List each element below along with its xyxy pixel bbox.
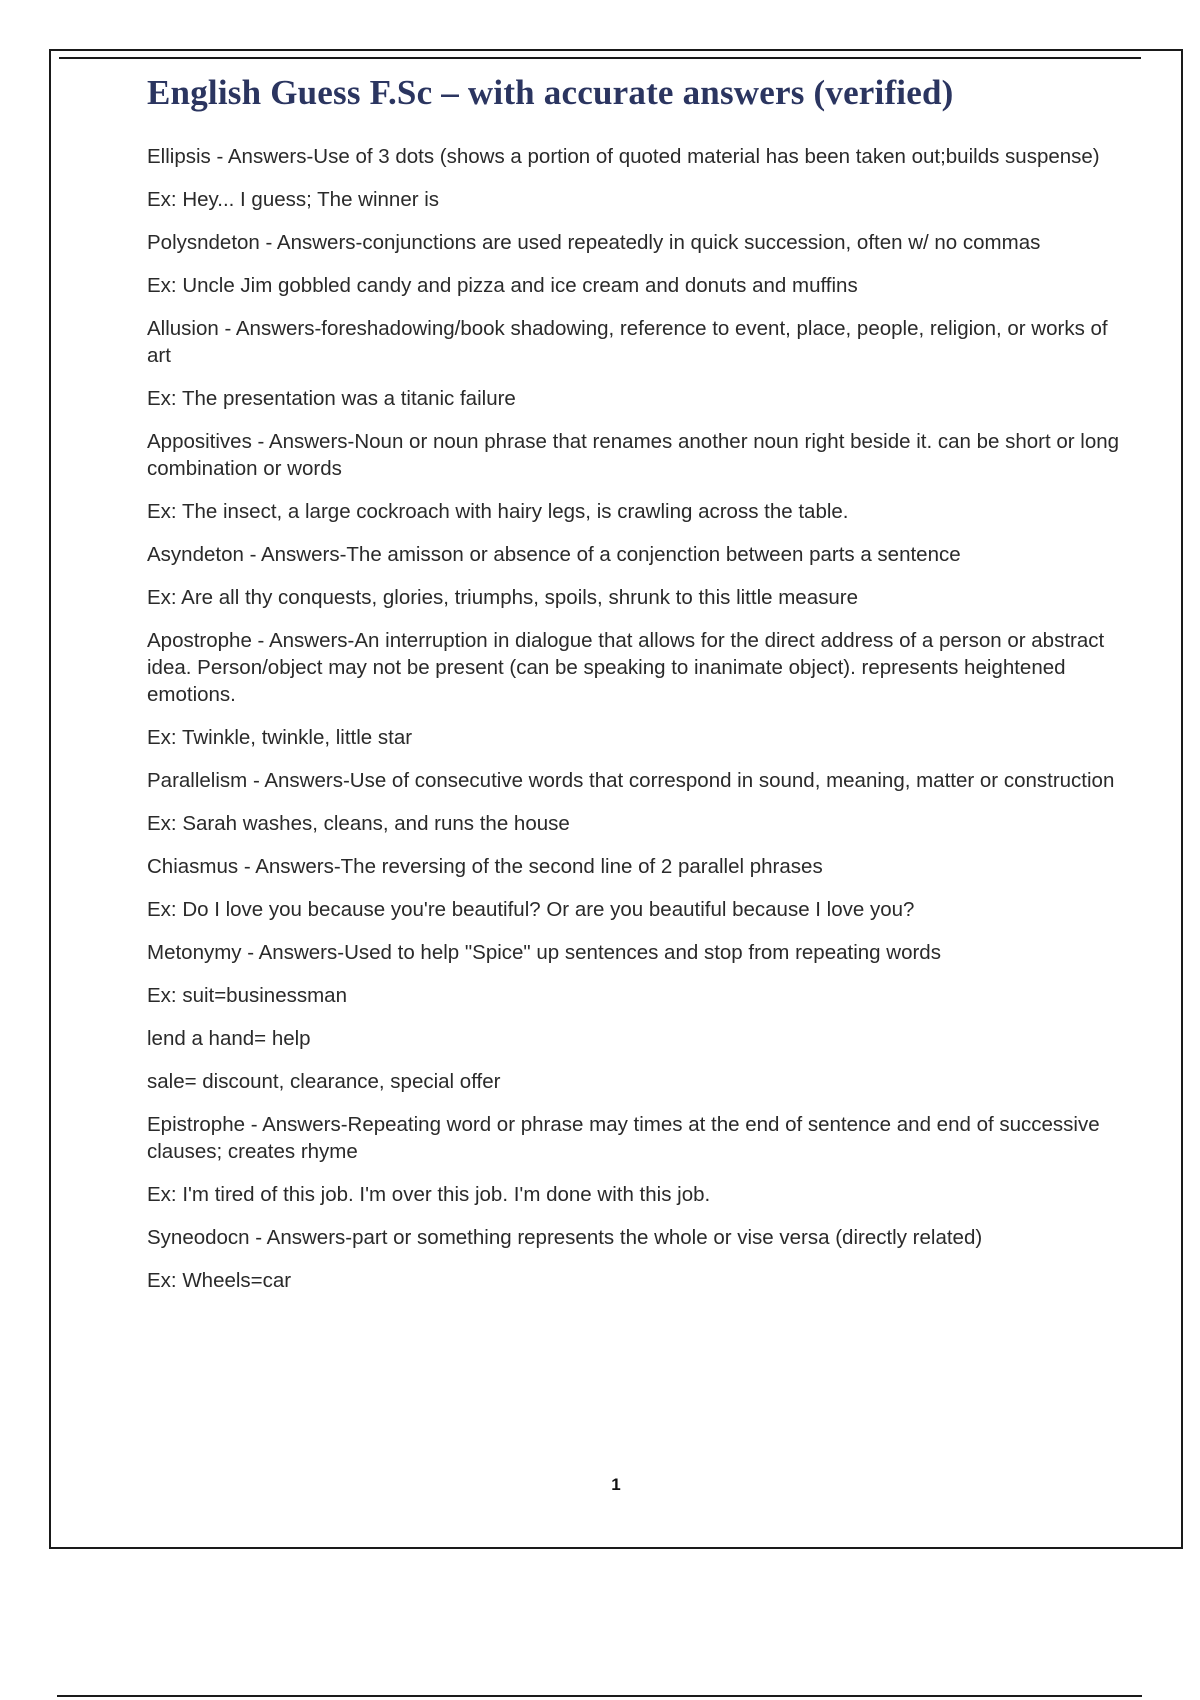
top-rule [59, 57, 1141, 59]
entry-ellipsis-definition: Ellipsis - Answers-Use of 3 dots (shows a portion of quoted material has been taken out;builds suspense) [147, 145, 1100, 168]
entry-asyndeton-example: Ex: Are all thy conquests, glories, triumphs, spoils, shrunk to this little measure [147, 586, 858, 609]
entries-list [147, 143, 1127, 1310]
entry-appositives-example: Ex: The insect, a large cockroach with hairy legs, is crawling across the table. [147, 500, 849, 523]
entry-metonymy-example-3: sale= discount, clearance, special offer [147, 1070, 501, 1093]
entry-chiasmus-definition: Chiasmus - Answers-The reversing of the second line of 2 parallel phrases [147, 855, 823, 878]
entry-asyndeton-definition: Asyndeton - Answers-The amisson or absence of a conjenction between parts a sentence [147, 543, 961, 566]
entry-parallelism-example: Ex: Sarah washes, cleans, and runs the house [147, 812, 570, 835]
entry-appositives-definition: Appositives - Answers-Noun or noun phrase that renames another noun right beside it. can be short or long combination or words [147, 430, 1120, 480]
bottom-rule [57, 1695, 1142, 1697]
page-frame [49, 49, 1183, 1549]
entry-epistrophe-example: Ex: I'm tired of this job. I'm over this job. I'm done with this job. [147, 1183, 711, 1206]
entry-metonymy-example-1: Ex: suit=businessman [147, 984, 347, 1007]
entry-ellipsis-example: Ex: Hey... I guess; The winner is [147, 188, 440, 211]
entry-polysyndeton-definition: Polysndeton - Answers-conjunctions are used repeatedly in quick succession, often w/ no commas [147, 231, 1041, 254]
page-number: 1 [611, 1475, 621, 1494]
entry-metonymy-example-2: lend a hand= help [147, 1027, 311, 1050]
entry-apostrophe-example: Ex: Twinkle, twinkle, little star [147, 726, 413, 749]
entry-parallelism-definition: Parallelism - Answers-Use of consecutive words that correspond in sound, meaning, matter or construction [147, 769, 1115, 792]
entry-polysyndeton-example: Ex: Uncle Jim gobbled candy and pizza and ice cream and donuts and muffins [147, 274, 858, 297]
entry-allusion-example: Ex: The presentation was a titanic failure [147, 387, 516, 410]
entry-synecdoche-definition: Syneodocn - Answers-part or something represents the whole or vise versa (directly related) [147, 1226, 983, 1249]
entry-epistrophe-definition: Epistrophe - Answers-Repeating word or phrase may times at the end of sentence and end of successive clauses; creates rhyme [147, 1113, 1100, 1163]
page-title: English Guess F.Sc – with accurate answers (verified) [147, 73, 954, 112]
entry-apostrophe-definition: Apostrophe - Answers-An interruption in dialogue that allows for the direct address of a person or abstract idea. Person/object may not be present (can be speaking to inanimate object). represents heightened emotions. [147, 629, 1105, 706]
entry-synecdoche-example: Ex: Wheels=car [147, 1269, 292, 1292]
entry-chiasmus-example: Ex: Do I love you because you're beautiful? Or are you beautiful because I love you? [147, 898, 915, 921]
entry-metonymy-definition: Metonymy - Answers-Used to help "Spice" up sentences and stop from repeating words [147, 941, 941, 964]
entry-allusion-definition: Allusion - Answers-foreshadowing/book shadowing, reference to event, place, people, religion, or works of art [147, 317, 1108, 367]
